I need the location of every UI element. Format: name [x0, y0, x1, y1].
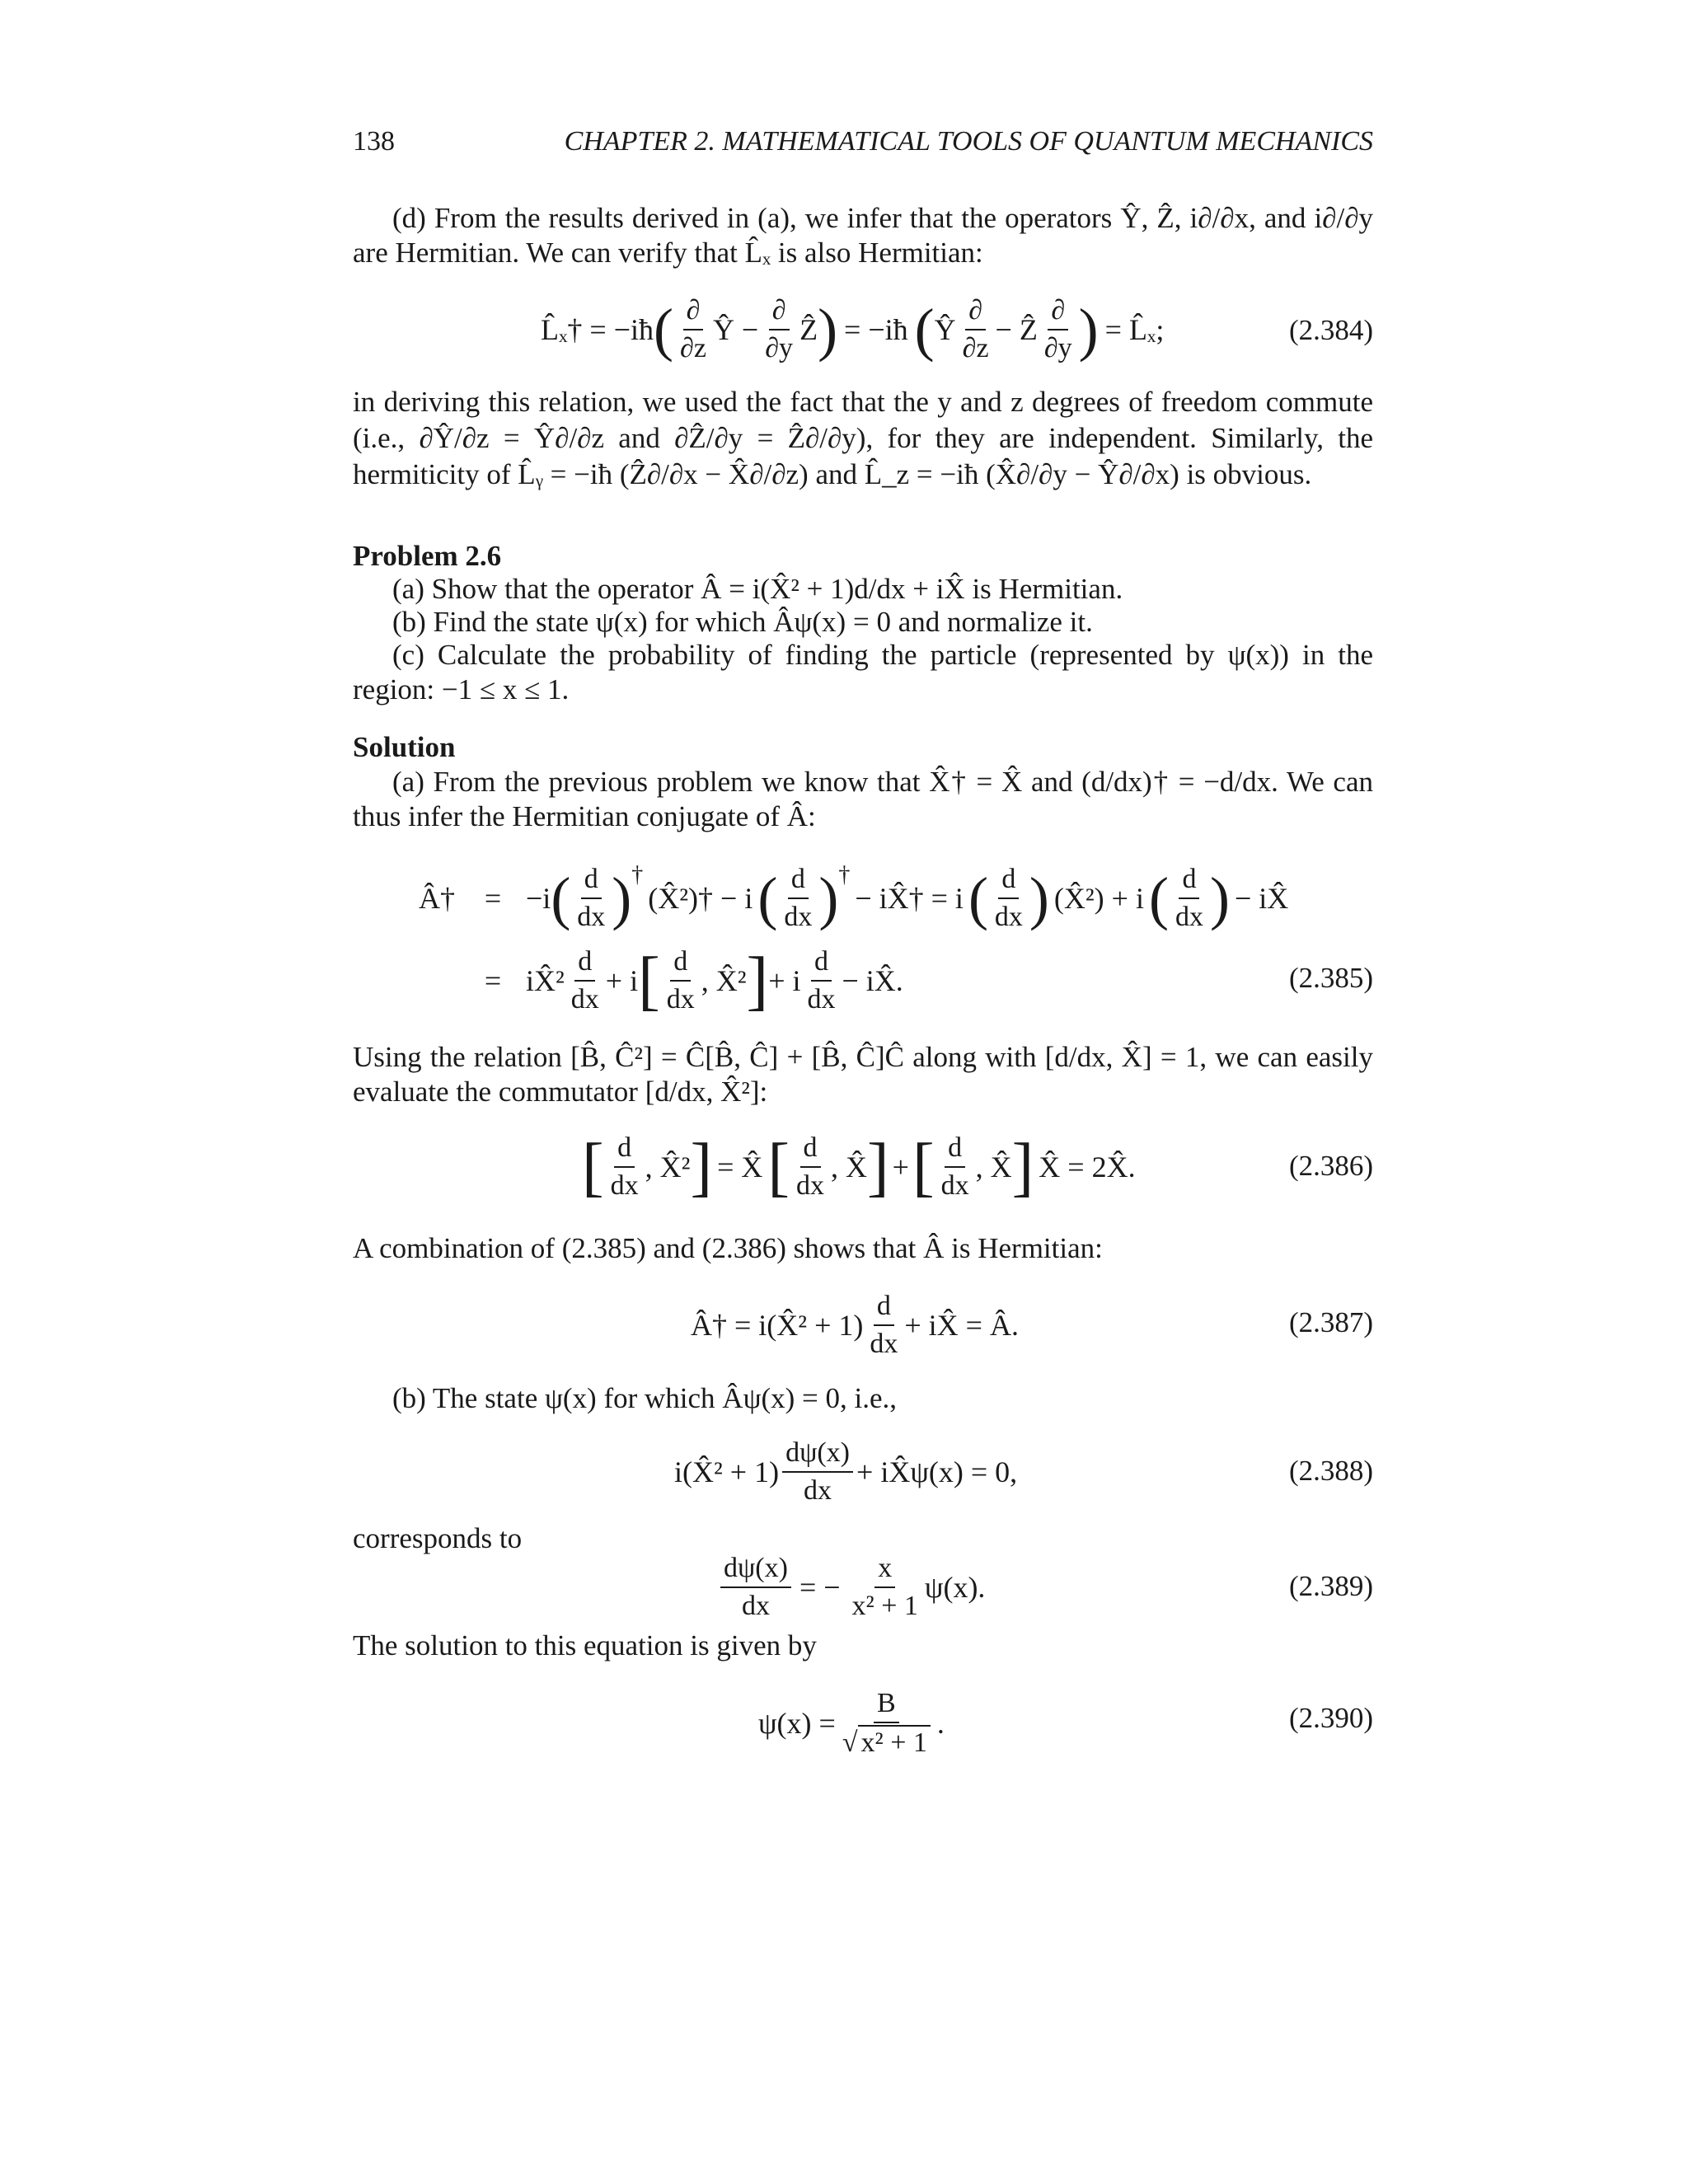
right-paren: ): [612, 865, 632, 931]
eq-2384-mid: = −iħ: [844, 313, 908, 346]
right-paren: ): [818, 297, 838, 363]
right-paren: ): [1078, 297, 1099, 363]
plus-ix-psi: + iX̂ψ(x) = 0,: [856, 1455, 1018, 1488]
sqrt-argument: x² + 1: [858, 1725, 931, 1760]
plus-i: + i: [768, 964, 801, 997]
fraction: $\frac{\partial}{\partial z}$: [962, 295, 989, 363]
fraction: $\frac{d\psi(x)}{dx}$: [782, 1436, 853, 1507]
i-x-squared-plus-one: i(X̂² + 1): [674, 1455, 780, 1488]
equation-number-2-387: (2.387): [1288, 1306, 1373, 1338]
fraction: [839, 1687, 934, 1760]
x-squared-dagger: (X̂²)† − i: [648, 882, 753, 915]
equals-two-x: X̂ = 2X̂.: [1039, 1151, 1136, 1183]
equation-number-2-386: (2.386): [1288, 1150, 1373, 1182]
fraction: $\frac{d}{dx}$: [577, 864, 606, 932]
fraction: $\frac{\partial}{\partial y}$: [765, 295, 794, 363]
equation-2-389: [717, 1546, 985, 1629]
eq-2384-term1: Ŷ −: [712, 313, 759, 346]
left-bracket: [: [767, 1131, 790, 1203]
psi-equals: ψ(x) =: [758, 1707, 836, 1740]
fraction: $\frac{d}{dx}$: [610, 1132, 639, 1201]
fraction: $\frac{d}{dx}$: [940, 1132, 969, 1201]
right-paren: ): [1029, 865, 1049, 931]
left-bracket: [: [582, 1131, 604, 1203]
eq-2385-equals-2: =: [484, 964, 502, 997]
equation-2-387: [691, 1286, 1019, 1365]
solution-part-a: (a) From the previous problem we know that X̂† = X̂ and (d/dx)† = −d/dx. We can thus infer the Hermitian conjugate of Â:: [353, 766, 1373, 832]
solution-heading: Solution: [353, 731, 456, 763]
left-paren: (: [968, 865, 988, 931]
left-paren: (: [914, 297, 935, 363]
chapter-title: CHAPTER 2. MATHEMATICAL TOOLS OF QUANTUM MECHANICS: [564, 126, 1373, 157]
fraction: $\frac{d}{dx}$: [796, 1132, 825, 1201]
problem-part-c: (c) Calculate the probability of finding the particle (represented by ψ(x)) in the region: −1 ≤ x ≤ 1.: [353, 639, 1373, 705]
fraction: $\frac{d}{dx}$: [666, 946, 695, 1015]
left-bracket: [: [912, 1131, 935, 1203]
right-bracket: ]: [867, 1131, 889, 1203]
equation-2-386: [582, 1126, 1136, 1208]
plus-ix-equals-a: + iX̂ = Â.: [904, 1309, 1019, 1342]
right-paren: ): [1209, 865, 1230, 931]
ix-dagger: − iX̂† = i: [855, 882, 964, 915]
fraction: $\frac{d}{dx}$: [784, 864, 813, 932]
equation-number-2-389: (2.389): [1288, 1570, 1373, 1602]
equation-number-2-384: (2.384): [1288, 314, 1373, 346]
equation-number-2-385: (2.385): [1288, 962, 1373, 994]
comma-x: , X̂: [831, 1151, 868, 1183]
corresponds-text: corresponds to: [353, 1522, 523, 1554]
right-bracket: ]: [690, 1131, 713, 1203]
plus: +: [892, 1151, 909, 1183]
solution-part-b: (b) The state ψ(x) for which Âψ(x) = 0, i.e.,: [392, 1382, 898, 1414]
eq-2384-term4: − Ẑ: [995, 313, 1038, 346]
problem-part-a: (a) Show that the operator Â = i(X̂² + 1)d/dx + iX̂ is Hermitian.: [392, 573, 1123, 605]
equation-number-2-390: (2.390): [1288, 1702, 1373, 1734]
problem-part-b: (b) Find the state ψ(x) for which Âψ(x) = 0 and normalize it.: [392, 606, 1093, 638]
fraction: $\frac{d\psi(x)}{dx}$: [720, 1552, 791, 1623]
fraction: $\frac{d}{dx}$: [870, 1291, 898, 1359]
equation-2-388: [674, 1431, 1017, 1513]
right-bracket: ]: [1011, 1131, 1034, 1203]
a-dagger-expression: Â† = i(X̂² + 1): [691, 1309, 864, 1342]
minus-i: −i: [526, 882, 551, 915]
equation-2-390: [758, 1678, 945, 1769]
eq-2384-term2: Ẑ: [799, 313, 818, 346]
left-bracket: [: [638, 944, 660, 1017]
right-bracket: ]: [746, 944, 769, 1017]
psi-end: ψ(x).: [924, 1571, 986, 1604]
fraction: $\frac{d}{dx}$: [994, 864, 1023, 932]
equals-x: = X̂: [717, 1151, 763, 1183]
fraction: $\frac{d}{dx}$: [807, 946, 836, 1015]
equation-2-384: [541, 290, 1164, 369]
x-squared: (X̂²) + i: [1053, 882, 1144, 915]
left-paren: (: [757, 865, 778, 931]
problem-heading: Problem 2.6: [353, 540, 502, 572]
combination-paragraph: A combination of (2.385) and (2.386) shows that Â is Hermitian:: [353, 1232, 1103, 1264]
left-paren: (: [1148, 865, 1169, 931]
comma-x: , X̂: [975, 1151, 1012, 1183]
page-number: 138: [353, 126, 395, 157]
denominator-sqrt: [839, 1723, 934, 1760]
fraction: $\frac{x}{\text{x² + 1}}$: [851, 1553, 918, 1621]
eq-2385-lhs: Â†: [419, 882, 455, 915]
fraction: $\frac{\partial}{\partial y}$: [1043, 295, 1072, 363]
eq-2384-rhs: = L̂ₓ;: [1104, 313, 1165, 346]
dagger: †: [631, 862, 644, 888]
equals-minus: = −: [799, 1571, 841, 1604]
ix-squared: iX̂²: [526, 964, 565, 997]
comma-x-squared: , X̂²: [701, 964, 747, 997]
paragraph-hermiticity: in deriving this relation, we used the fact that the y and z degrees of freedom commute (i.e., ∂Ŷ/∂z = Ŷ∂/∂z and ∂Ẑ/∂y = Ẑ∂/∂y), for they are independent. Similarly, the hermiticity of L̂ᵧ = −iħ (Ẑ∂/∂x − X̂∂/∂z) and L̂_z = −iħ (X̂∂/∂y − Ŷ∂/∂x) is obvious.: [353, 386, 1373, 490]
fraction: $\frac{d}{dx}$: [1175, 864, 1203, 932]
period: .: [936, 1707, 945, 1740]
minus-ix: − iX̂: [1234, 882, 1289, 915]
minus-ix-end: − iX̂.: [842, 964, 903, 997]
fraction: $\frac{\partial}{\partial z}$: [680, 295, 706, 363]
solution-intro-text: The solution to this equation is given by: [353, 1629, 817, 1661]
right-paren: ): [818, 865, 839, 931]
dagger: †: [838, 862, 851, 888]
sqrt-icon: √: [842, 1727, 858, 1758]
eq-2384-term3: Ŷ: [934, 313, 956, 346]
equation-2-385-line-2: [460, 940, 903, 1022]
plus-i: + i: [605, 964, 639, 997]
paragraph-d: (d) From the results derived in (a), we infer that the operators Ŷ, Ẑ, i∂/∂x, and i∂/∂y are Hermitian. We can verify that L̂ₓ is also Hermitian:: [353, 202, 1373, 269]
numerator-b: B: [874, 1687, 899, 1723]
fraction: $\frac{d}{dx}$: [570, 946, 599, 1015]
left-paren: (: [654, 297, 674, 363]
relation-paragraph: Using the relation [B̂, Ĉ²] = Ĉ[B̂, Ĉ] + [B̂, Ĉ]Ĉ along with [d/dx, X̂] = 1, we can easily evaluate the commutator [d/dx, X̂²]:: [353, 1041, 1373, 1108]
equation-2-385-line-1: [419, 857, 1288, 940]
left-paren: (: [551, 865, 571, 931]
comma-x-squared: , X̂²: [645, 1151, 691, 1183]
equation-number-2-388: (2.388): [1288, 1455, 1373, 1487]
eq-2385-equals: =: [484, 882, 502, 915]
eq-2384-lhs: L̂ₓ† = −iħ: [541, 313, 654, 346]
